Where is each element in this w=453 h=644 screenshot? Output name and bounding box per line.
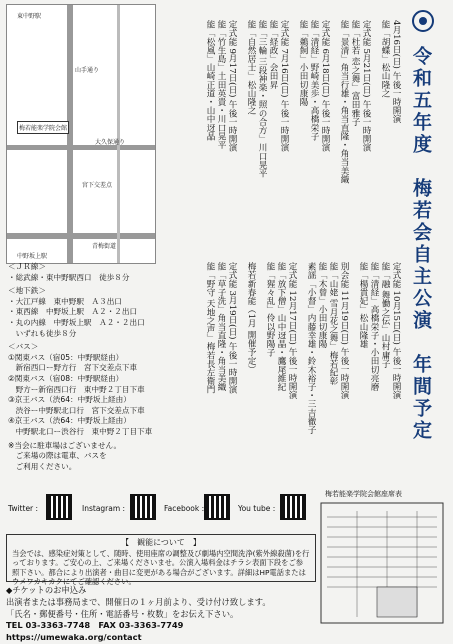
program-line: 能「山姥 雪月花之舞」梅若紀彰 (328, 262, 338, 386)
map-label: 宮下交差点 (82, 182, 113, 189)
program-line: 能「胡蝶」松山隆之 (380, 20, 390, 98)
program-line: 能「清経」野崎美歩・高橋栄子 (309, 20, 319, 141)
map-label: 東中野駅 (17, 13, 42, 20)
bus-heading: ＜バス＞ (8, 342, 39, 352)
notice-body: 当会では、感染症対策として、随時、使用座席の調整及び劇場内空間洗浄(紫外線殺菌)を行っております。ご安心の上、ご来場くださいませ。公演入場料金はチラシ表面下段をご参照下さい。都合により出演者・曲目に変更がある場合がございます。詳細はHP電話またはウメワカキカクにてご確認ください。 (12, 548, 310, 586)
metro-line: ・大江戸線 東中野駅 Ａ３出口 (8, 296, 122, 306)
program-line: 能「野守 天地之声」梅若長左衛門 (205, 262, 215, 394)
twitter-label: Twitter : (8, 504, 39, 513)
ticket-info (6, 585, 326, 644)
program-line: 定式能 5月21日(日) 午後一時開演 (361, 20, 371, 152)
program-line: 定式能 3月19日(日) 午後一時開演 (227, 262, 237, 394)
program-line: 能「放下僧」山中迓晶・鷹尾維紀 (276, 262, 286, 391)
program-line: 能「草子洗」角当直隆・角当美織 (216, 262, 226, 391)
access-info (8, 262, 160, 472)
program-line: 能「鵜飼」小田切康陽 (298, 20, 308, 106)
notice-heading: 【 観能について 】 (121, 538, 201, 547)
bus-line: 新宿西口ー野方行 宮下交差点下車 (8, 363, 138, 373)
notice-box (6, 534, 316, 586)
facebook-qr-icon[interactable] (204, 494, 230, 520)
contact-line[interactable]: TEL 03-3363-7748 FAX 03-3363-7749 https://umewaka.org/contact (6, 620, 192, 643)
facebook-label: Facebook : (164, 504, 205, 513)
bus-line: ①関東バス（宿05：中野駅経由） (8, 352, 124, 362)
sns-row (6, 490, 306, 532)
program-line: 能「猩々乱」伶以野陽子 (265, 262, 275, 357)
map-label: 山手通り (75, 67, 100, 74)
bus-line: ④京王バス（渋64：中野坂上経由） (8, 416, 131, 426)
instagram-label: Instagram : (82, 504, 126, 513)
program-line: 定式能 6月18日(日) 午後一時開演 (320, 20, 330, 152)
program-line: 定式能 12月17日(日) 午後一時開演 (287, 262, 297, 400)
program-column-1 (204, 20, 401, 250)
program-column-2 (204, 262, 401, 482)
bus-line: ③京王バス（渋64：中野坂上経由） (8, 395, 131, 405)
program-line: 別会能 11月19日(日) 午後一時開演 (339, 262, 349, 400)
youtube-label: You tube : (238, 504, 276, 513)
ticket-heading: ◆チケットのお申込み (6, 585, 87, 595)
ticket-line: 「氏名・郵便番号・住所・電話番号・枚数」をお伝え下さい。 (6, 608, 239, 619)
program-line: 定式能 7月16日(日) 午後一時開演 (279, 20, 289, 152)
parking-note: ご来場の際は電車、バスを (8, 451, 107, 461)
jr-heading: ＜ＪＲ線＞ (8, 262, 46, 271)
metro-line: ・東西線 中野坂上駅 Ａ２・２出口 (8, 307, 138, 317)
program-line: 梅若新春能（1月 開催予定） (246, 262, 256, 374)
program-line: 能「木曾」小田切康陽 (317, 262, 327, 348)
seating-caption: 梅若能楽学院会館座席表 (325, 490, 402, 498)
program-line: 能「清経」高橋栄子・小田切亮磨 (369, 262, 379, 391)
program-line: 能「三輪 三段神楽・照の合方」川口晃平 (257, 20, 267, 178)
program-line: 定式能 10月15日(日) 午後一時開演 (391, 262, 401, 400)
jr-line: ・総武線・東中野駅西口 徒歩８分 (8, 272, 130, 282)
program-line: 能「竹生島」土田英貴・川口晃平 (216, 20, 226, 149)
venue-marker: 梅若能楽学院会館 (17, 121, 69, 134)
program-line: 能「融 舞働之伝」山村庸子 (380, 262, 390, 368)
bus-line: 中野駅北口ー渋谷行 東中野２丁目下車 (8, 426, 153, 436)
map-label: 青梅街道 (92, 243, 117, 250)
metro-line: ・丸の内線 中野坂上駅 Ａ２・２出口 (8, 317, 145, 327)
metro-line: いずれも徒歩８分 (8, 328, 77, 338)
program-line: 定式能 9月17日(日) 午後一時開演 (227, 20, 237, 152)
program-line: 4月16日(日) 午後一時開演 (391, 20, 401, 124)
program-line: 能「経政」会田昇 (268, 20, 278, 89)
twitter-qr-icon[interactable] (46, 494, 72, 520)
bus-line: 渋谷ー中野駅北口行 宮下交差点下車 (8, 405, 145, 415)
program-line: 能「松風」山崎正道・山中迓晶 (205, 20, 215, 141)
program-line: 能「杜若 恋之舞」富田雅子 (350, 20, 360, 126)
family-crest-icon (412, 10, 434, 32)
metro-heading: ＜地下鉄＞ (8, 286, 46, 296)
youtube-qr-icon[interactable] (280, 494, 306, 520)
program-line: 能「景清」角当行雄・角当直隆・角当美織 (339, 20, 349, 184)
program-line: 能「楊貴妃」松山隆雄 (358, 262, 368, 348)
ticket-line: 出演者または事務局まで、開催日の１ヶ月前より、受け付け致します。 (6, 596, 271, 607)
seating-chart (317, 487, 447, 632)
parking-note: ご利用ください。 (8, 461, 77, 471)
program-line: 素謡「小督」内藤幸雄・鈴木裕子・三吉徹子 (306, 262, 316, 434)
bus-line: 野方ー新宿西口行 東中野２丁目下車 (8, 384, 145, 394)
instagram-qr-icon[interactable] (130, 494, 156, 520)
bus-line: ②関東バス（宿08：中野駅経由） (8, 373, 124, 383)
access-map (6, 4, 156, 264)
map-label: 大久保通り (95, 139, 126, 146)
map-label: 中野坂上駅 (17, 253, 48, 260)
program-line: 能「自然居士」松山隆之 (246, 20, 256, 115)
parking-note: ※当会に駐車場はございません。 (8, 440, 122, 450)
page-title: 令和五年度 梅若会自主公演 年間予定 (410, 46, 432, 442)
